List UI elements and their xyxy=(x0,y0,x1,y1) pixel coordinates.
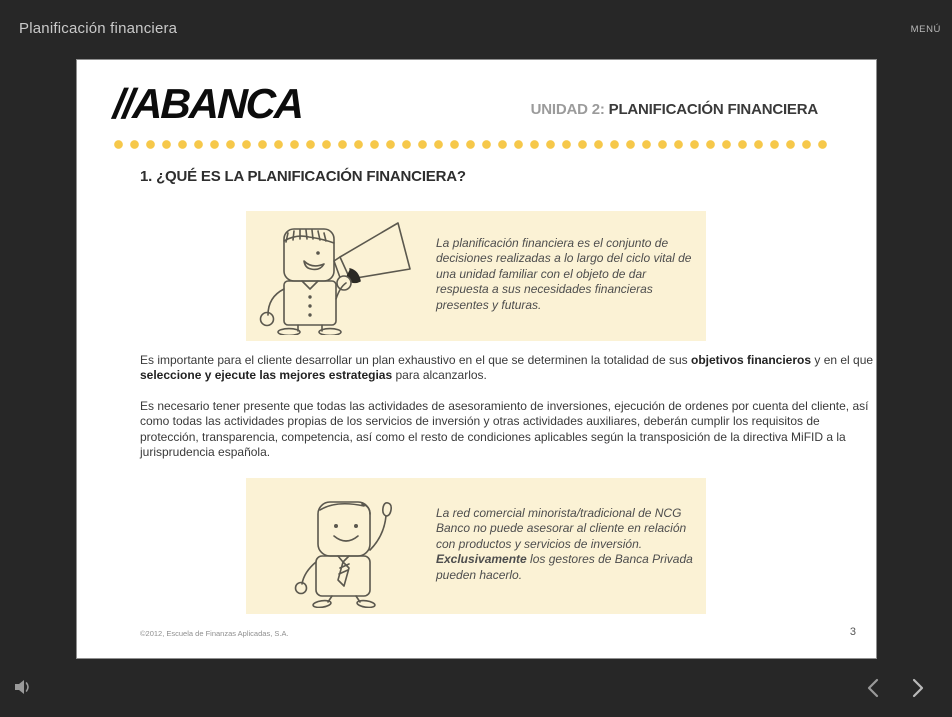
yellow-dotted-divider xyxy=(114,140,832,149)
definition-callout xyxy=(246,211,706,341)
volume-button[interactable] xyxy=(13,677,35,697)
menu-button[interactable]: MENÚ xyxy=(910,24,941,35)
abanca-logo: //ABANCA xyxy=(112,80,304,127)
note-text-part: los gestores de Banca Privada pueden hacerlo. xyxy=(436,552,693,582)
unit-header xyxy=(531,101,818,118)
definition-text: La planificación financiera es el conjunto de decisiones realizadas a lo largo del ciclo vital de una unidad familiar con el objeto de dar respuesta a sus necesidades financieras presentes y futuras. xyxy=(436,236,692,312)
paragraph-text: para alcanzarlos. xyxy=(392,368,487,383)
note-bold-text: Exclusivamente xyxy=(436,552,527,567)
paragraph-text: y en el que xyxy=(811,353,874,367)
paragraph-objectives xyxy=(140,353,879,384)
unit-label: UNIDAD 2: xyxy=(530,101,605,118)
paragraph-text: Es importante para el cliente desarrollar un plan exhaustivo en el que se determinen la totalidad de sus xyxy=(140,353,691,367)
unit-title: PLANIFICACIÓN FINANCIERA xyxy=(604,101,818,118)
volume-icon xyxy=(13,678,35,696)
next-slide-button[interactable] xyxy=(904,676,930,700)
chevron-left-icon xyxy=(861,676,887,700)
slide-stage xyxy=(77,60,876,658)
copyright-text: ©2012, Escuela de Finanzas Aplicadas, S.A. xyxy=(140,629,289,638)
page-number: 3 xyxy=(849,626,856,638)
course-title: Planificación financiera xyxy=(19,20,178,37)
paragraph-mifid: Es necesario tener presente que todas las actividades de asesoramiento de inversiones, ejecución de ordenes por cuenta del cliente, así como todas las actividades propias de los servicios de inversión y otras actividades auxiliares, deberán cumplir los requisitos de protección, transparencia, competencia, así como el resto de condiciones aplicables según la transposición de la directiva MiFID a la jurisprudencia española. xyxy=(140,399,869,460)
paragraph-bold-text: objetivos financieros xyxy=(691,353,812,367)
slide-heading: 1. ¿QUÉ ES LA PLANIFICACIÓN FINANCIERA? xyxy=(140,168,466,185)
pointing-boy-illustration xyxy=(284,488,414,608)
chevron-right-icon xyxy=(904,676,930,700)
note-callout xyxy=(246,478,706,614)
note-text-part: La red comercial minorista/tradicional de NCG Banco no puede asesorar al cliente en relación con productos y servicios de inversión. xyxy=(436,506,687,551)
player-top-bar xyxy=(0,0,952,48)
megaphone-boy-illustration xyxy=(258,219,414,335)
paragraph-bold-text: seleccione y ejecute las mejores estrategias xyxy=(140,368,393,383)
previous-slide-button[interactable] xyxy=(861,676,887,700)
note-text xyxy=(436,506,698,583)
